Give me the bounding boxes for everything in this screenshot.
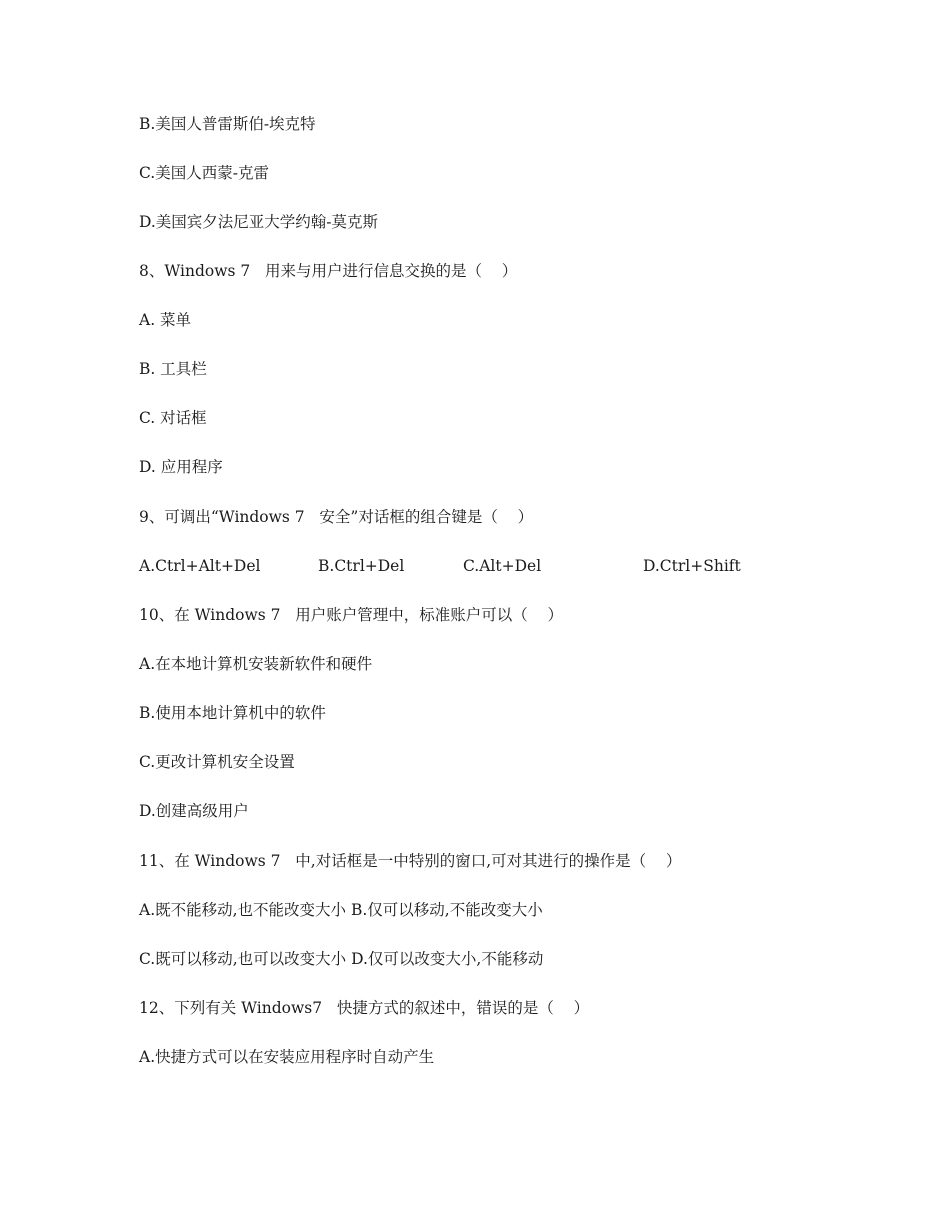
option-b-line: B.美国人普雷斯伯-埃克特 (139, 115, 316, 133)
question-9: 9、可调出“Windows 7 安全”对话框的组合键是（ ） (139, 508, 534, 526)
question-9-option-c: C.Alt+Del (463, 557, 542, 575)
question-8-option-a: A. 菜单 (139, 311, 192, 329)
question-8-option-b: B. 工具栏 (139, 360, 207, 378)
question-9-option-d: D.Ctrl+Shift (643, 557, 741, 575)
question-10-option-c: C.更改计算机安全设置 (139, 753, 295, 771)
question-10-option-b: B.使用本地计算机中的软件 (139, 704, 326, 722)
option-d-line: D.美国宾夕法尼亚大学约翰-莫克斯 (139, 213, 379, 231)
question-11-options-ab: A.既不能移动,也不能改变大小 B.仅可以移动,不能改变大小 (139, 901, 543, 919)
question-11-options-cd: C.既可以移动,也可以改变大小 D.仅可以改变大小,不能移动 (139, 950, 544, 968)
question-8-option-d: D. 应用程序 (139, 458, 223, 476)
question-9-option-a: A.Ctrl+Alt+Del (139, 557, 261, 575)
question-10-option-a: A.在本地计算机安装新软件和硬件 (139, 655, 373, 673)
question-9-option-b: B.Ctrl+Del (318, 557, 405, 575)
question-12: 12、下列有关 Windows7 快捷方式的叙述中，错误的是（ ） (139, 999, 590, 1017)
question-8-option-c: C. 对话框 (139, 409, 207, 427)
question-10-option-d: D.创建高级用户 (139, 802, 249, 820)
question-9-options-row (0, 556, 950, 576)
option-c-line: C.美国人西蒙-克雷 (139, 164, 269, 182)
question-11: 11、在 Windows 7 中,对话框是一中特别的窗口,可对其进行的操作是（ ） (139, 852, 682, 870)
question-8: 8、Windows 7 用来与用户进行信息交换的是（ ） (139, 262, 518, 280)
question-12-option-a: A.快捷方式可以在安装应用程序时自动产生 (139, 1048, 435, 1066)
question-10: 10、在 Windows 7 用户账户管理中，标准账户可以（ ） (139, 606, 564, 624)
